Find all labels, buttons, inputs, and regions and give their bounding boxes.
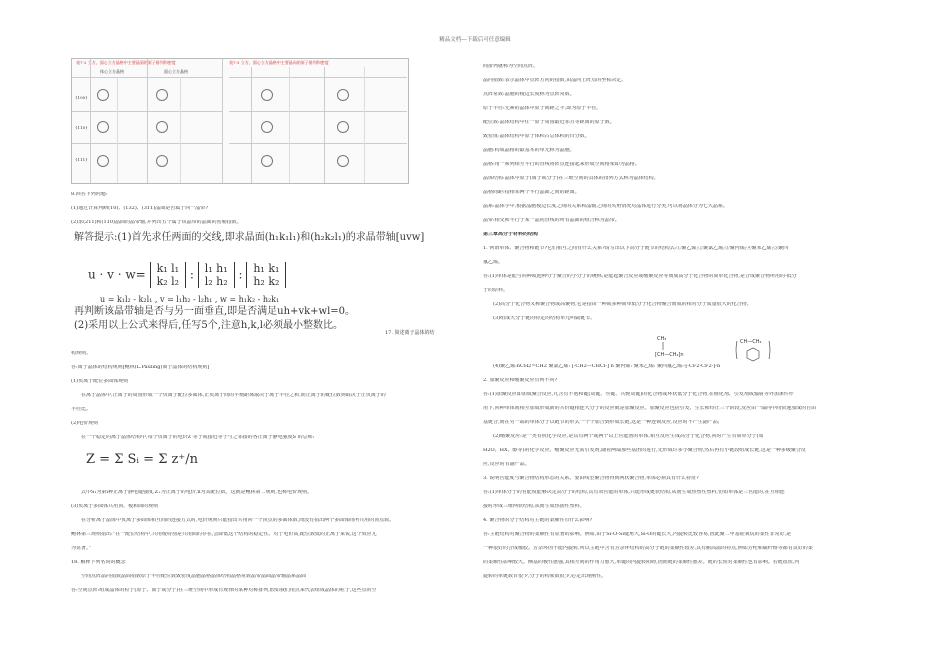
text-line: 答:主链结构对聚合物的柔顺性有显著的影响。例如,由于Si-O-Si键角大,Si-O的键长大,内旋转比较容易,因此聚二甲基硅氧烷的柔性非常好,是: [483, 532, 792, 537]
text-line: 答:(1)单体是能与同种或他种分子聚合的小分子的统称,是能起聚合反应或缩聚反应等而成高分子化合物的简单化合物,是合成聚合物所用的-低分: [483, 274, 797, 279]
text-line: 接时形成三维网状结构,从而生成热固性塑料。: [483, 504, 585, 509]
svg-text:CH₃: CH₃: [657, 336, 667, 342]
table-row-110: {110}: [75, 125, 88, 130]
atom-diagram: [337, 89, 349, 101]
left-column-lower: [71, 351, 471, 440]
text-line: (1)负离子配位多面体规则: [71, 379, 129, 384]
table-row-111: {111}: [75, 157, 88, 162]
table-left-panel: [72, 59, 223, 183]
text-line: 为显著。”: [71, 546, 92, 551]
table-left-caption: 表7-2 立方、面心立方晶格中主要晶面的原子排列和密度: [76, 60, 176, 65]
text-line: 答:(1)加聚反应即加成聚合反应,凡含有不饱和键(双键、叁键、共轭双键)的化合物或环状低分子化合物,在催化剂、引发剂或辐射等外加条件作: [483, 392, 794, 397]
text-line: 答:(1)单体分子的官能度能够决定高分子的结构,具有双官能的单体,只能形成链状结构,从而生成热塑性塑料,但如单体是三官能的,在互相连: [483, 490, 785, 495]
electrostatic-equation: Z = Σ Sᵢ = Σ z⁺/n: [86, 452, 198, 467]
text-line: 晶格间距:指相邻两个平行晶面之间的距离。: [483, 190, 580, 195]
text-line: 子的原料。: [483, 288, 509, 293]
atom-diagram: [261, 89, 273, 101]
crystal-structure-table-figure: [71, 58, 409, 184]
atom-diagram: [156, 155, 168, 167]
text-line: 一种很好的合成橡胶。芳杂环因不能内旋转,所以主链中含有芳杂环结构的高分子链的柔顺性较差,具有耐高温的特点,例如芳纶和碳纤维等都有良好的柔: [483, 546, 813, 551]
text-line: 的柔顺性影响较大。侧基的极性愈强,其相互间的作用力愈大,单键的内旋转阻碍,因而链的柔顺性愈差。链的长短对柔顺性也有影响。若链很短,内: [483, 560, 800, 565]
text-line: (3)组成大分子链的特定的结构单元叫做链节。: [493, 316, 596, 321]
question-8-part2: (2)求(211)和(110)晶面的晶带轴,并列出五个属于该晶带的晶面的密勒指数。: [71, 220, 242, 225]
text-line: 空间点阵晶向指数晶面指数原子半径配位数致密度晶胞晶格晶体结构晶格常数晶带晶面晶带轴晶系晶面: [81, 574, 307, 579]
text-line: 旋转的单链数目很少,分子的构象数很少,必定出现刚性。: [483, 574, 607, 579]
text-line: 晶体结构:晶体中原子(离子或分子)在三维空间的具体的排列方式称为晶体结构。: [483, 176, 659, 181]
question-18: 18. 解释下列名词的概念: [71, 560, 126, 565]
text-line: (2)缩聚反应:是一类有机化学反应,是具有两个或两个以上官能团的单体,相互反应生成高分子化合物,同时产生有简单分子(如: [493, 434, 764, 439]
atom-diagram: [97, 121, 109, 133]
text-line: (3)负离子多面体共用顶、棱和面的规则: [71, 504, 159, 509]
atom-diagram: [261, 155, 273, 167]
page-header: 精品文档---下载后可任意编辑: [439, 37, 511, 43]
right-column: [483, 64, 880, 321]
text-line: 在一个稳定的离子晶体结构中,每个负离子的电价Z 等于或接近等于与之邻接的各正离子静电强度S 的总和:: [81, 435, 315, 440]
text-line: 答:空间点阵:组成晶体的粒子(原子、离子或分子)在三维空间中形成有规律的某种对称排列,假如我们用点来代表组成晶体的粒子,这些点的空: [71, 588, 377, 593]
text-line: 晶系:晶体学中,根据晶胞棱边长度之间的关系和晶轴之间的夹角情况对晶体进行分类,可以将晶体分为七大晶系。: [483, 204, 728, 209]
text-line: (4)聚乙烯:nCH2=CH2 聚氯乙烯: [-CH2—CHCl-] n 聚丙烯: 聚苯乙烯: 聚四氟乙烯:-[-CF2-CF2-]-n: [493, 364, 721, 369]
text-line: 1. 何谓单体、聚合物和链节?它们相互之间有什么关系?请写出以下高分子链节的结构式:①聚乙烯;②聚氯乙烯;③聚丙烯;④聚苯乙烯;⑤聚四: [483, 246, 789, 251]
right-column-lower: [483, 364, 880, 579]
matrix-formula: u · v · w= k₁ l₁ k₂ l₂ : l₁ h₁ l₂ h₂ : h₁ k₁ h₂ k₂: [88, 262, 286, 288]
text-line: 配位数:晶体结构中任一原子周围最近邻且等距离的原子数。: [483, 120, 615, 125]
text-line: 半径比。: [71, 407, 92, 412]
text-line: 在离子晶体中,正离子的周围形成一个负离子配位多面体,正负离子间的平衡距离取决于离子半径之和,而正离子的配位数则取决于正负离子的: [81, 393, 386, 398]
table-col-fcc: 面心立方晶格: [164, 69, 188, 74]
atom-diagram: [337, 155, 349, 167]
text-line: 原子半径:元素的晶体中原子间距之半,即为原子半径。: [483, 106, 602, 111]
text-line: 用下,同种单体间相互加成形成新的共价键相连大分子的反应就是加聚反应。加聚反应包括引发、生长和终止三个阶段,反应由一端向中间快速加成的自由: [483, 406, 817, 411]
text-line: 致密度:晶体结构中原子体积占总体积的百分数。: [483, 134, 590, 139]
table-col-bcc: 体心立方晶格: [100, 69, 124, 74]
text-line: 间排列就称为空间点阵。: [483, 64, 539, 69]
text-line: 式中S₁为第i种正离子静电键强度,Z₊为正离子的电价,n为其配位数。这就是鲍林第二规则,也称电价规则。: [81, 490, 313, 495]
question-17: 17. 简述离子晶体的结: [385, 330, 435, 336]
atom-diagram: [156, 121, 168, 133]
left-column-bottom: [71, 490, 471, 593]
question-8-part1: (1)通过计算判断(10)、(132)、(311)晶面是否属于同一晶带?: [71, 206, 208, 211]
hint-line-3: (2)采用以上公式来得后,任写5个,注意h,k,l必须最小整数比。: [74, 320, 343, 331]
text-line: 点阵常数:晶胞的棱边长度称为点阵常数。: [483, 92, 575, 97]
hint-line-1: 解答提示:(1)首先求任两面的交线,即求晶面(h₁k₁l₁)和(h₂k₂l₁)的求晶带轴[uvw]: [74, 232, 425, 243]
section-heading: 第三章高分子材料的结构: [483, 232, 539, 237]
text-line: 鲍林第三规则指出:“在一配位结构中,共用棱特别是共用面的存在,会降低这个结构的稳定性。对于电价高,配位数低的正离子来说,这个效应尤: [71, 532, 377, 537]
text-line: 晶胞:构成晶格的最基本的单元称为晶胞。: [483, 148, 575, 153]
table-row-100: {100}: [75, 95, 88, 100]
table-right-caption: 表7-3 立方、面心立方晶格中主要晶向的原子排列和密度: [229, 60, 329, 65]
text-line: (2)高分子化合物又称聚合物或高聚物,它是指由一种或多种简单低分子化合物聚合而成的相对分子质量很大的化合物。: [493, 302, 752, 307]
text-line: 在分析离子晶体中负离子多面体相互间的连接方式时,电价规则只能指出共用同一个顶点的多面体数,而没有指出两个多面体间所共用的顶点数。: [81, 518, 395, 523]
svg-text:CH—CH₂: CH—CH₂: [740, 339, 762, 345]
text-line: 基链合,而在另一端的单体分子以链节的形式一个个加合到形成长链,这是一种连锁反应,反应时不产生副产品;: [483, 420, 720, 425]
question-8: 8.回答下列问题:: [71, 192, 108, 197]
text-line: 应,反应时有副产品。: [483, 462, 530, 467]
table-right-panel: [229, 59, 407, 183]
formula-uvw: u = k₁l₂ - k₂l₁ , v = l₁h₂ - l₂h₁ , w = h₁k₂ - h₂k₁: [100, 295, 280, 304]
text-line: 答:离子晶体的结构规则[鲍林(L.Pauling)离子晶体的结构规则]: [71, 365, 210, 370]
question-4: 4. 聚合物的分子结构对主链的柔顺性有什么影响?: [483, 518, 593, 523]
left-column: [71, 192, 471, 225]
text-line: 氟乙烯。: [483, 260, 504, 265]
svg-text:[CH—CH₂]n: [CH—CH₂]n: [655, 352, 684, 358]
atom-diagram: [97, 155, 109, 167]
text-line: H2O、HX、醇等)的化学反应。缩聚反应无需引发剂,随着两端那些基团的进行,先形成许多小聚合物,然后再有小链段组成长链,这是一种多级聚合反: [483, 448, 806, 453]
text-line: (2)电价规则: [71, 421, 99, 426]
text-line: 晶带:相交和平行于某一晶向直线的所有晶面的组合称为晶带。: [483, 218, 620, 223]
text-line: 晶格:用一系列相互平行的直线将阵点连接起来形成空间格架即为晶格。: [483, 162, 640, 167]
text-line: 晶向指数:表示晶体中点阵方向的指数,由晶向上阵点的坐标决定。: [483, 78, 627, 83]
question-3: 3. 说明官能度与聚合物结构形态的关系。要由线型聚合物得到网状聚合物,单体必须具有什么特征?: [483, 476, 699, 481]
text-line: 构规则。: [71, 351, 92, 356]
atom-diagram: [261, 121, 273, 133]
hint-line-2: 再判断该晶带轴是否与另一面垂直,即是否满足uh+vk+wl=0。: [74, 306, 356, 317]
question-2: 2. 加聚反应和缩聚反应有何不同?: [483, 378, 558, 383]
atom-diagram: [97, 89, 109, 101]
atom-diagram: [337, 121, 349, 133]
atom-diagram: [156, 89, 168, 101]
